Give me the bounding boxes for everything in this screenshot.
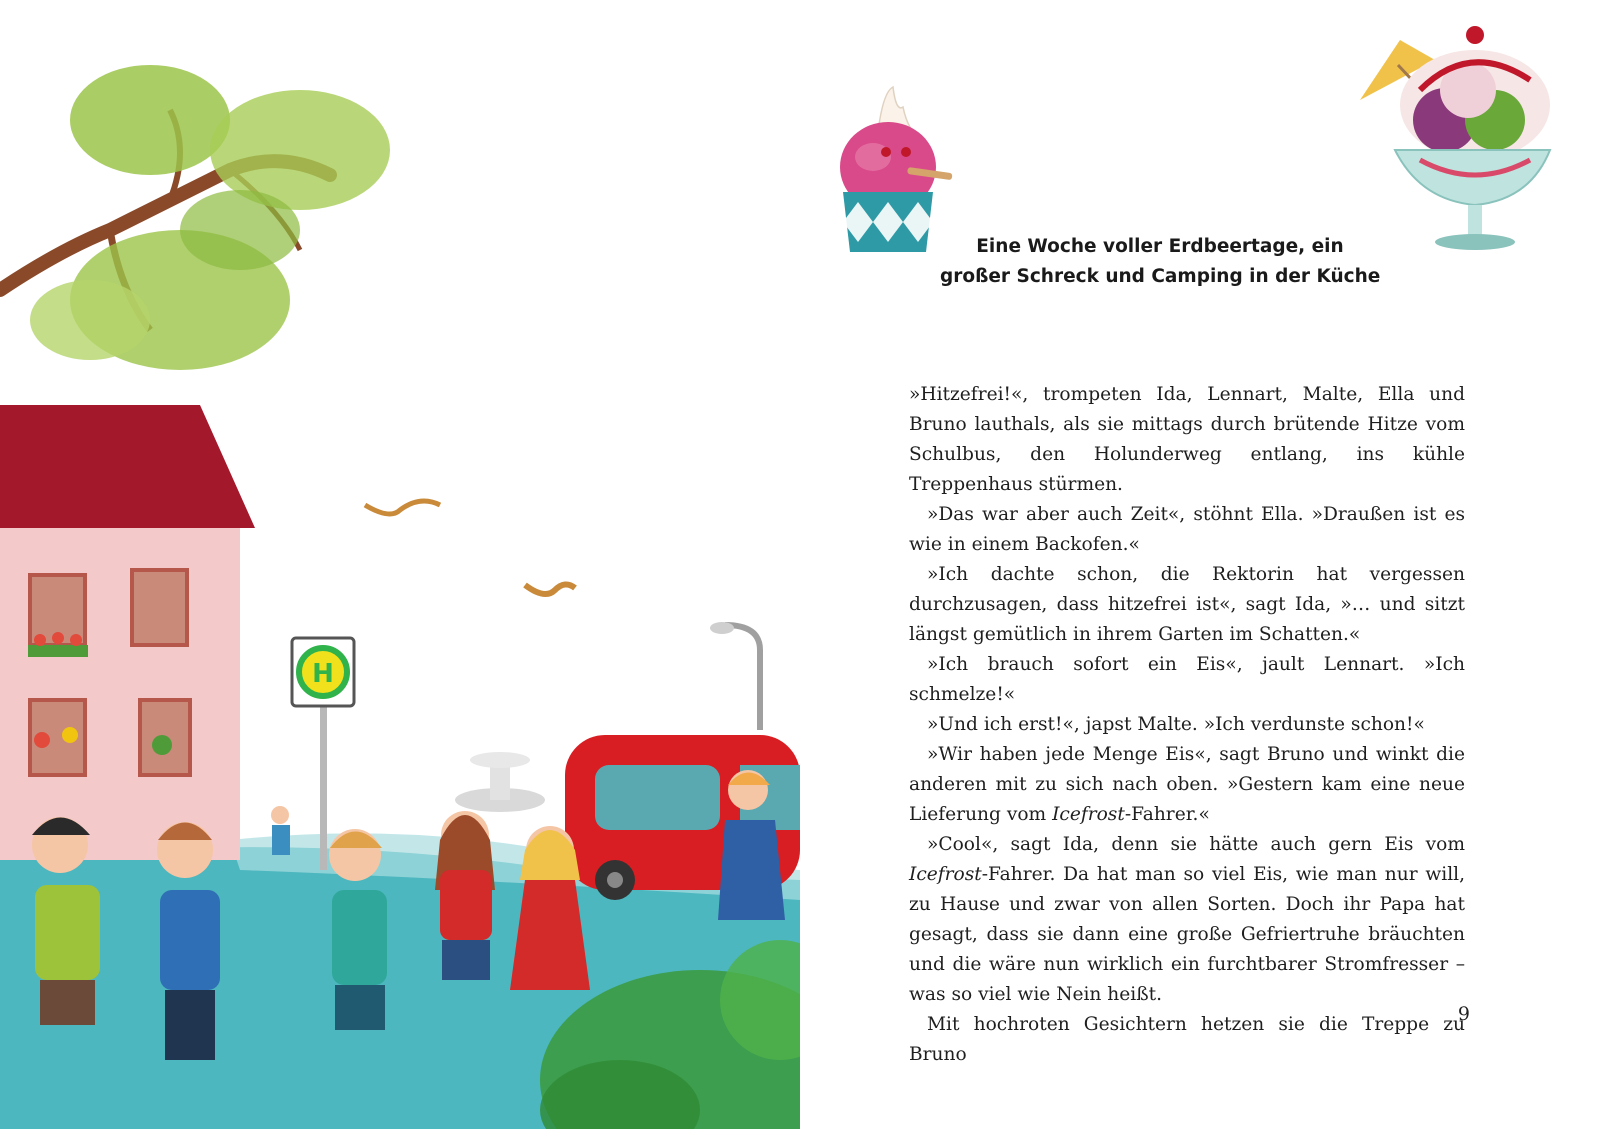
paragraph-7-text-a: »Cool«, sagt Ida, denn sie hätte auch gern Eis vom [927, 834, 1465, 855]
paragraph-6-text-a: »Wir haben jede Menge Eis«, sagt Bruno und winkt die anderen mit zu sich nach oben. »Gestern kam eine neue Lieferung vom [909, 744, 1465, 825]
paragraph-6-text-b: -Fahrer.« [1124, 804, 1210, 825]
paragraph-3: »Ich dachte schon, die Rektorin hat vergessen durchzusagen, dass hitzefrei ist«, sagt Ida, »… und sitzt längst gemütlich in ihrem Garten im Schatten.« [909, 564, 1465, 645]
ice-cream-sundae-icon [1350, 20, 1560, 255]
paragraph-7 [909, 830, 1465, 1010]
paragraph-7-brand: Icefrost [909, 864, 982, 885]
paragraph-1: »Hitzefrei!«, trompeten Ida, Lennart, Malte, Ella und Bruno lauthals, als sie mittags durch brütende Hitze vom Schulbus, den Holunderweg entlang, ins kühle Treppenhaus stürmen. [909, 384, 1465, 495]
paragraph-7-text-b: -Fahrer. Da hat man so viel Eis, wie man nur will, zu Hause und zwar von allen Sorten. Doch ihr Papa hat gesagt, dass sie dann eine große Gefriertruhe bräuchten und die wäre nun wirklich ein furchtbarer Stromfresser – was so viel wie Nein heißt. [909, 864, 1465, 1005]
svg-text:H: H [312, 659, 334, 689]
paragraph-6-brand: Icefrost [1052, 804, 1125, 825]
paragraph-4: »Ich brauch sofort ein Eis«, jault Lennart. »Ich schmelze!« [909, 654, 1465, 705]
chapter-title-line-2: großer Schreck und Camping in der Küche [940, 266, 1381, 287]
chapter-body-text [909, 380, 1465, 1070]
paragraph-5: »Und ich erst!«, japst Malte. »Ich verdunste schon!« [927, 714, 1425, 735]
chapter-title-line-1: Eine Woche voller Erdbeertage, ein [976, 236, 1344, 257]
page-number: 9 [1457, 1003, 1470, 1025]
paragraph-8: Mit hochroten Gesichtern hetzen sie die Treppe zu Bruno [909, 1014, 1465, 1065]
paragraph-6 [909, 740, 1465, 830]
house [0, 405, 255, 860]
paragraph-2: »Das war aber auch Zeit«, stöhnt Ella. »Draußen ist es wie in einem Backofen.« [909, 504, 1465, 555]
chapter-title [940, 232, 1380, 292]
